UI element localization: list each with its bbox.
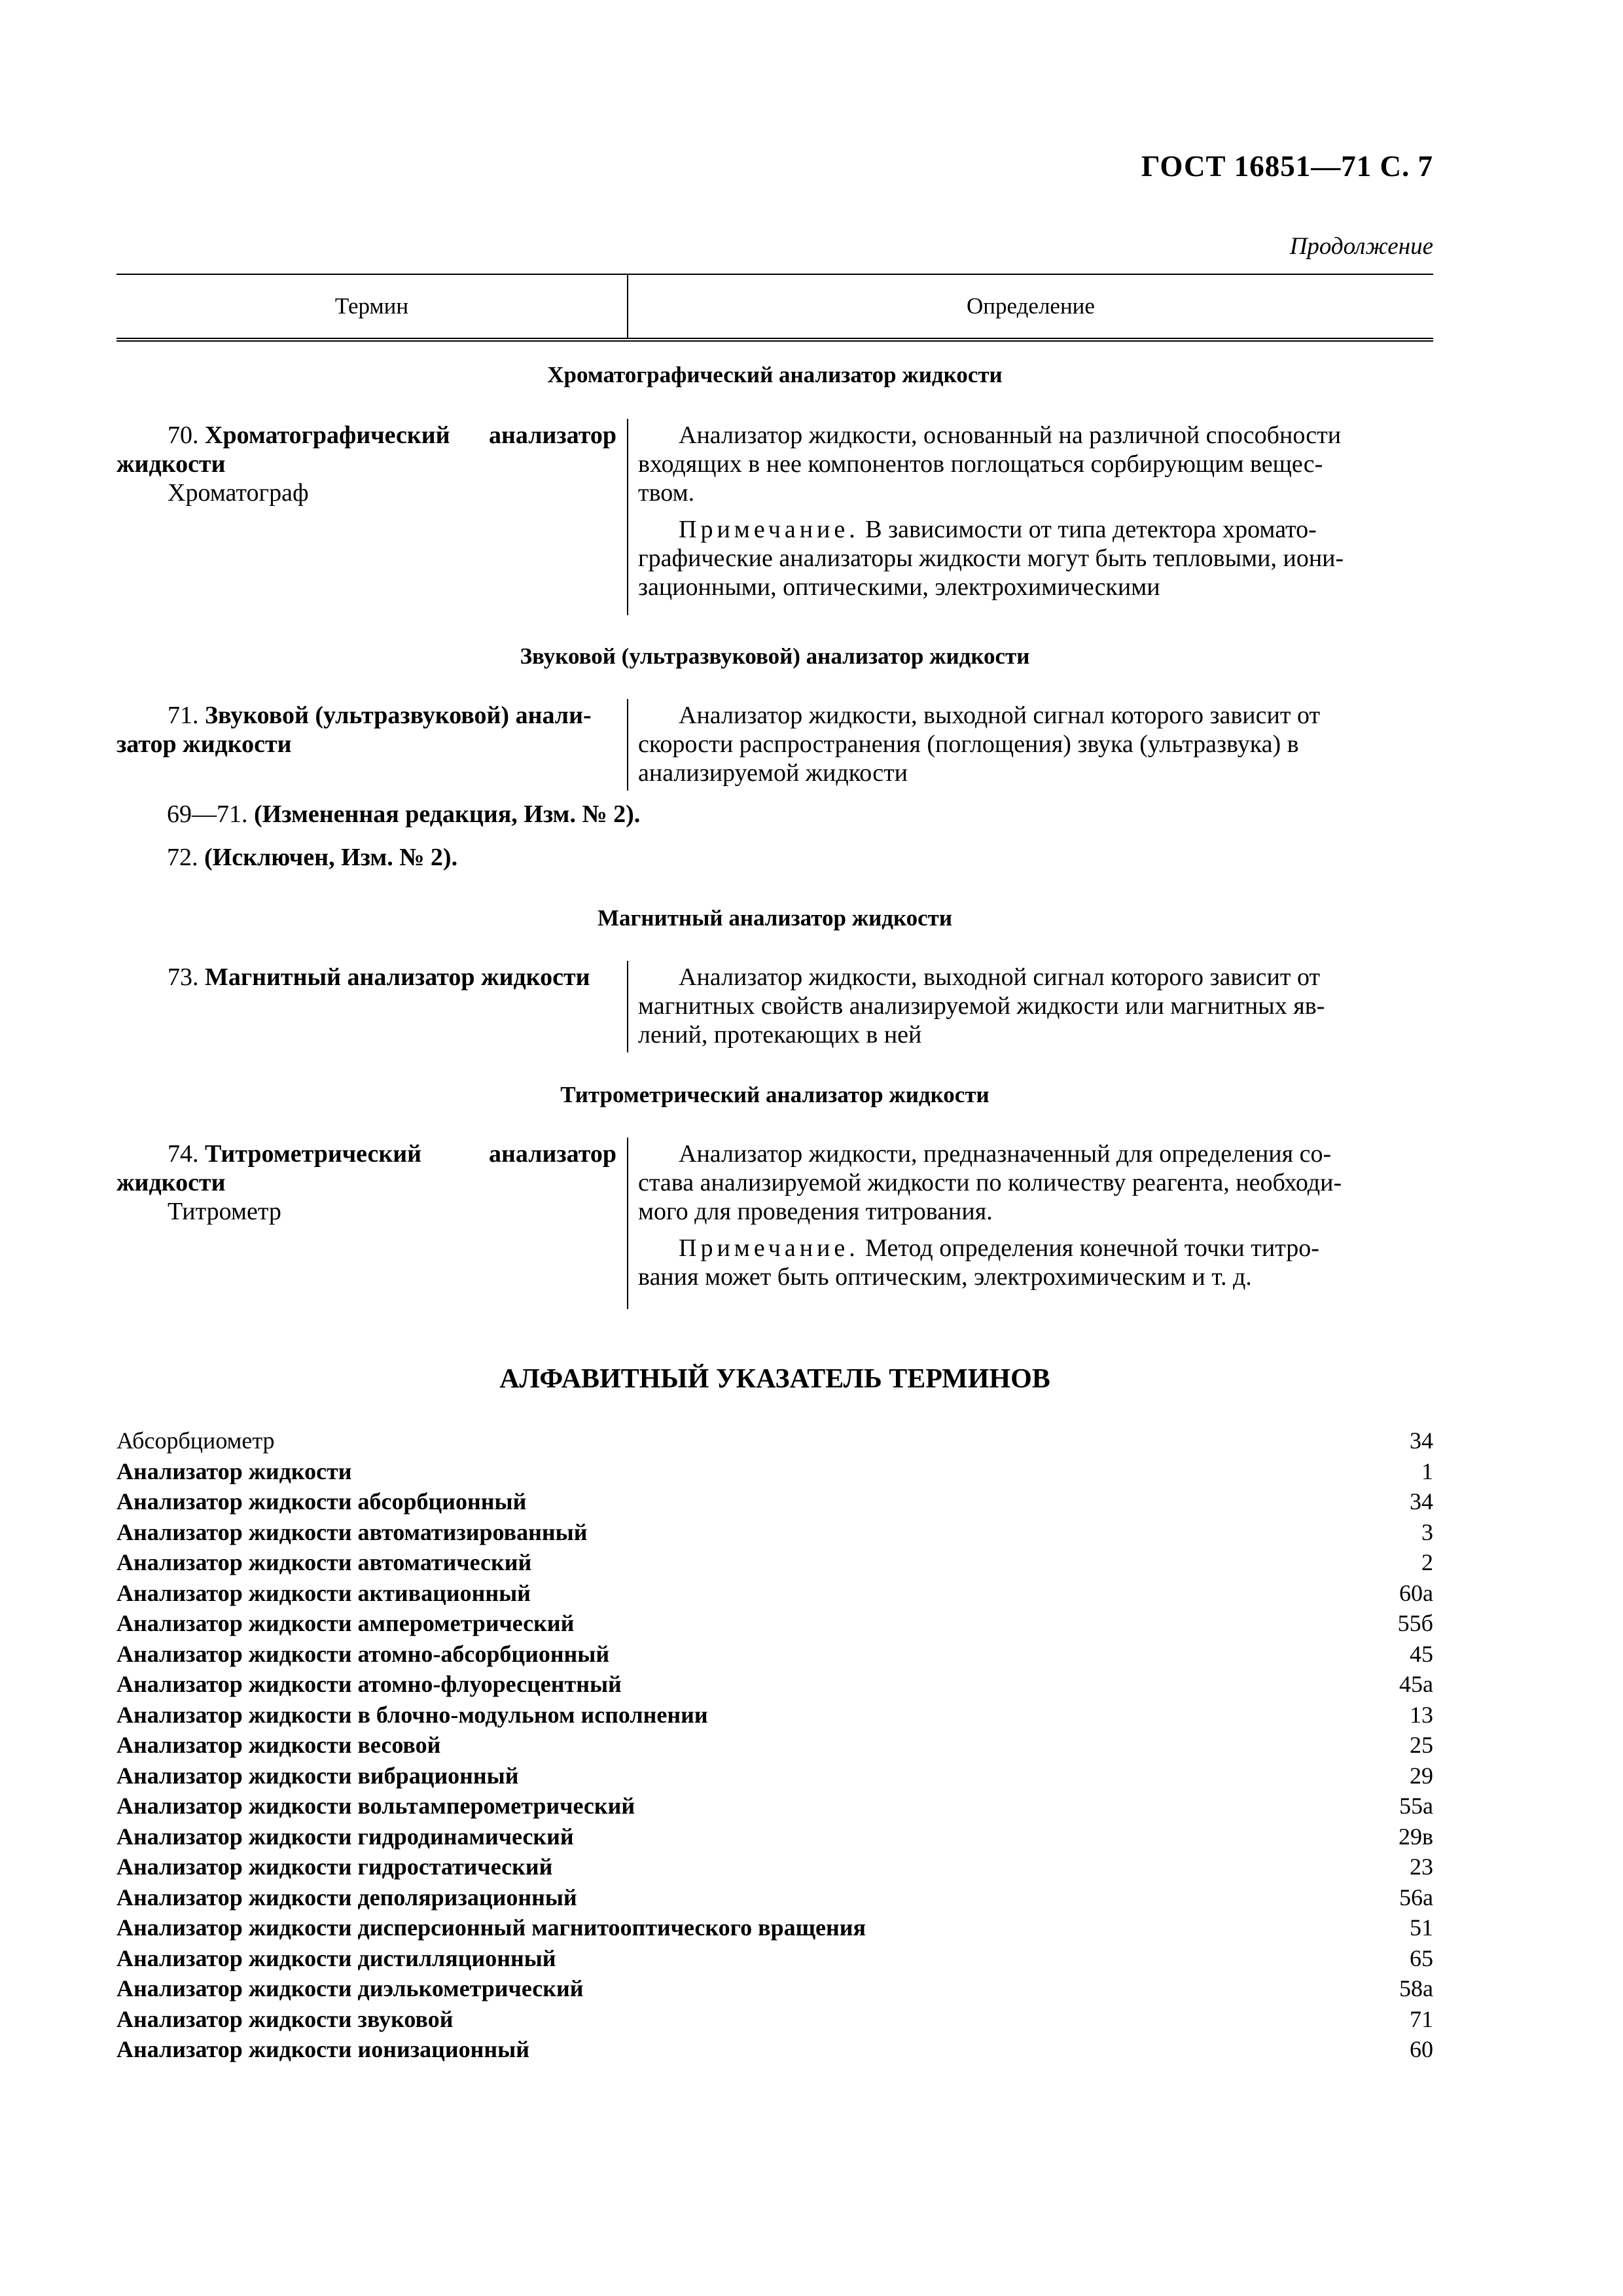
index-entry (116, 1486, 1433, 1517)
index-term: Анализатор жидкости в блочно-модульном исполнении (116, 1701, 708, 1728)
index-number: 56а (1399, 1884, 1433, 1910)
index-term: Анализатор жидкости вольтамперометрический (116, 1793, 635, 1819)
index-term: Анализатор жидкости активационный (116, 1579, 531, 1606)
term-number: 71. (168, 702, 199, 729)
term-column-header: Термин (334, 293, 409, 319)
definition-line: Анализатор жидкости, предназначенный для определения со- (679, 1140, 1332, 1168)
index-entry (116, 1608, 1433, 1639)
section-title-magnetic: Магнитный анализатор жидкости (597, 905, 953, 931)
index-entry (116, 1791, 1433, 1821)
definition-line: скорости распространения (поглощения) звука (ультразвука) в (638, 730, 1299, 758)
index-term: Анализатор жидкости диэлькометрический (116, 1975, 584, 2001)
definition-line: Анализатор жидкости, выходной сигнал которого зависит от (679, 963, 1321, 991)
index-entry (116, 1456, 1433, 1487)
index-list (116, 1426, 1433, 2065)
index-entry (116, 1639, 1433, 1670)
index-entry (116, 1669, 1433, 1700)
index-entry (116, 1852, 1433, 1882)
column-divider (627, 1138, 628, 1309)
definition-line: входящих в нее компонентов поглощаться сорбирующим вещес- (638, 450, 1323, 478)
note-text: (Измененная редакция, Изм. № 2). (254, 800, 641, 828)
note-text: зационными, оптическими, электрохимическими (638, 573, 1160, 601)
table-header (116, 274, 1433, 342)
index-term: Анализатор жидкости автоматический (116, 1549, 532, 1575)
index-number: 60 (1410, 2036, 1433, 2062)
term-text: Хроматографический (205, 422, 450, 449)
index-term: Анализатор жидкости звуковой (116, 2005, 454, 2032)
index-entry (116, 1973, 1433, 2004)
index-number: 29в (1399, 1823, 1433, 1850)
definition-column-header: Определение (627, 275, 1433, 338)
term-text: затор жидкости (116, 730, 292, 758)
index-entry (116, 1912, 1433, 1943)
index-term: Анализатор жидкости деполяризационный (116, 1884, 577, 1910)
index-term: Анализатор жидкости весовой (116, 1732, 441, 1758)
column-divider (627, 699, 628, 791)
index-term: Анализатор жидкости ионизационный (116, 2036, 530, 2062)
term-text: Звуковой (ультразвуковой) анали- (205, 702, 592, 729)
index-entry (116, 1547, 1433, 1578)
index-number: 23 (1410, 1854, 1433, 1880)
term-text: анализатор (488, 422, 616, 449)
index-entry (116, 1943, 1433, 1974)
index-term: Анализатор жидкости гидродинамический (116, 1823, 574, 1850)
index-term: Анализатор жидкости вибрационный (116, 1762, 519, 1789)
index-number: 65 (1410, 1945, 1433, 1971)
column-divider (627, 419, 628, 615)
index-entry (116, 1700, 1433, 1731)
index-entry (116, 1426, 1433, 1456)
index-entry (116, 1882, 1433, 1913)
index-entry (116, 1517, 1433, 1548)
amendment-note (167, 843, 457, 872)
term-synonym: Титрометр (168, 1198, 281, 1225)
index-entry (116, 2034, 1433, 2065)
note-text: (Исключен, Изм. № 2). (204, 844, 458, 871)
definition-70 (638, 421, 1422, 601)
index-number: 13 (1410, 1701, 1433, 1728)
definition-71 (638, 701, 1422, 787)
index-term: Анализатор жидкости дистилляционный (116, 1945, 556, 1971)
index-term: Анализатор жидкости амперометрический (116, 1610, 575, 1636)
section-title-chromatographic: Хроматографический анализатор жидкости (547, 362, 1003, 387)
note-label: Примечание. (679, 1234, 859, 1262)
term-text: анализатор (488, 1140, 616, 1168)
index-term: Анализатор жидкости абсорбционный (116, 1488, 527, 1515)
index-term: Анализатор жидкости атомно-флуоресцентный (116, 1671, 622, 1697)
index-entry (116, 1578, 1433, 1609)
term-number: 70. (168, 422, 199, 449)
term-text: Титрометрический (205, 1140, 422, 1168)
note-number: 72. (167, 844, 198, 871)
index-number: 3 (1421, 1518, 1433, 1545)
definition-line: Анализатор жидкости, основанный на различной способности (679, 422, 1342, 449)
continuation-label: Продолжение (1289, 233, 1433, 260)
term-71 (116, 701, 616, 759)
index-number: 51 (1410, 1914, 1433, 1941)
index-entry (116, 1730, 1433, 1761)
term-synonym: Хроматограф (168, 479, 309, 507)
index-number: 58а (1399, 1975, 1433, 2001)
term-70 (116, 421, 616, 507)
term-74 (116, 1139, 616, 1226)
index-number: 34 (1410, 1488, 1433, 1515)
index-number: 2 (1421, 1549, 1433, 1575)
definition-line: става анализируемой жидкости по количеству реагента, необходи- (638, 1169, 1342, 1196)
index-number: 45а (1399, 1671, 1433, 1697)
note-text: вания может быть оптическим, электрохимическим и т. д. (638, 1263, 1252, 1291)
definition-line: лений, протекающих в ней (638, 1021, 922, 1049)
index-number: 60а (1399, 1579, 1433, 1606)
index-number: 1 (1421, 1458, 1433, 1484)
term-number: 73. (168, 963, 199, 991)
index-term: Анализатор жидкости автоматизированный (116, 1518, 588, 1545)
definition-73 (638, 963, 1422, 1049)
index-number: 34 (1410, 1427, 1433, 1454)
definition-74 (638, 1139, 1422, 1291)
definition-line: твом. (638, 479, 695, 507)
index-term: Абсорбциометр (116, 1427, 275, 1454)
index-entry (116, 2004, 1433, 2035)
index-title: АЛФАВИТНЫЙ УКАЗАТЕЛЬ ТЕРМИНОВ (499, 1364, 1050, 1394)
amendment-note (167, 800, 640, 829)
definition-line: мого для проведения титрования. (638, 1198, 993, 1225)
index-entry (116, 1821, 1433, 1852)
index-number: 25 (1410, 1732, 1433, 1758)
index-term: Анализатор жидкости (116, 1458, 352, 1484)
index-number: 55б (1397, 1610, 1433, 1636)
note-text: Метод определения конечной точки титро- (865, 1234, 1319, 1262)
index-entry (116, 1761, 1433, 1791)
definition-line: анализируемой жидкости (638, 759, 908, 787)
column-divider (627, 961, 628, 1052)
index-term: Анализатор жидкости дисперсионный магнитооптического вращения (116, 1914, 866, 1941)
index-number: 55а (1399, 1793, 1433, 1819)
section-title-acoustic: Звуковой (ультразвуковой) анализатор жидкости (520, 643, 1030, 669)
term-text: жидкости (116, 450, 226, 478)
note-text: графические анализаторы жидкости могут быть тепловыми, иони- (638, 545, 1344, 572)
definition-line: магнитных свойств анализируемой жидкости или магнитных яв- (638, 992, 1325, 1020)
document-code: ГОСТ 16851—71 С. 7 (1141, 150, 1433, 183)
index-number: 71 (1410, 2005, 1433, 2032)
note-label: Примечание. (679, 516, 859, 543)
index-term: Анализатор жидкости гидростатический (116, 1854, 553, 1880)
note-text: В зависимости от типа детектора хромато- (865, 516, 1317, 543)
term-text: Магнитный анализатор жидкости (205, 963, 590, 991)
term-text: жидкости (116, 1169, 226, 1196)
term-73 (116, 963, 616, 992)
section-title-titrometric: Титрометрический анализатор жидкости (560, 1082, 990, 1107)
index-number: 29 (1410, 1762, 1433, 1789)
index-number: 45 (1410, 1640, 1433, 1667)
term-number: 74. (168, 1140, 199, 1168)
note-number: 69—71. (167, 800, 248, 828)
definition-line: Анализатор жидкости, выходной сигнал которого зависит от (679, 702, 1321, 729)
index-term: Анализатор жидкости атомно-абсорбционный (116, 1640, 610, 1667)
